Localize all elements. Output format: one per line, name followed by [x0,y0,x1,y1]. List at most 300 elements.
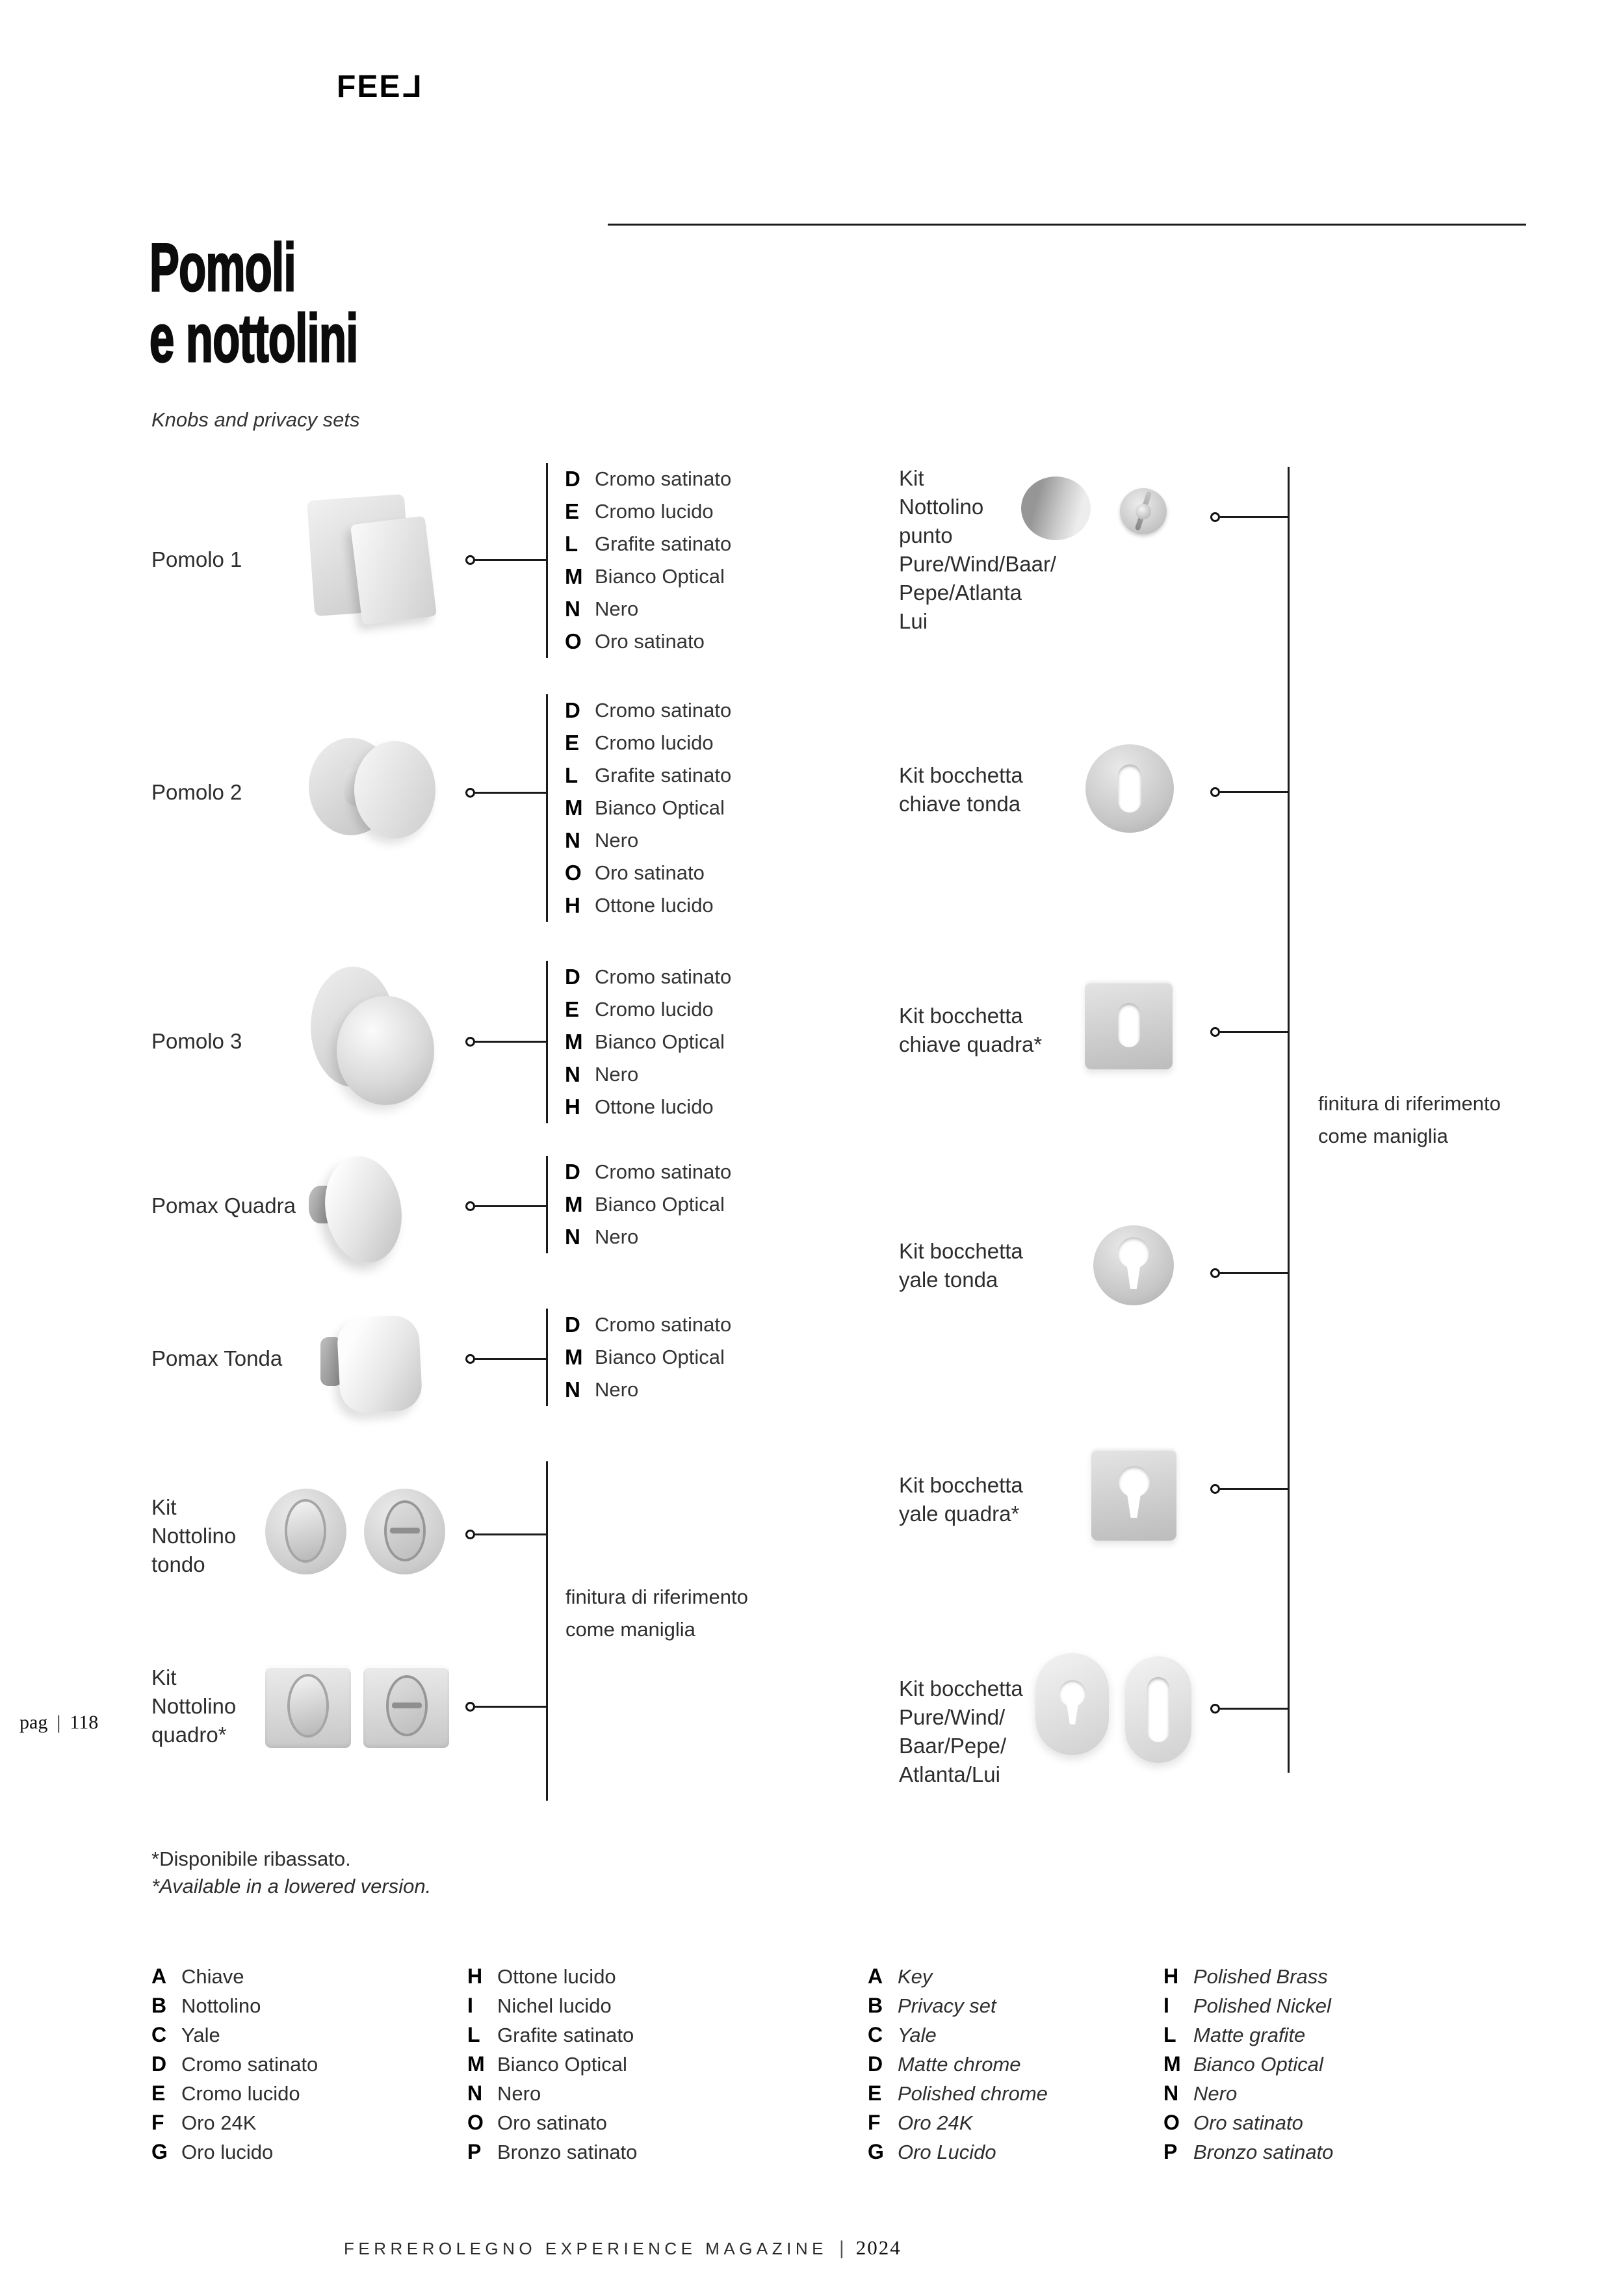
legend-code: M [1163,2052,1181,2076]
legend-row [467,2050,637,2079]
legend-row [1163,2108,1333,2137]
legend-label: Cromo satinato [181,2052,318,2076]
kit-bocchetta-chiave-tonda-leader-line [1220,791,1288,793]
bottom-left-rule [546,1461,548,1801]
legend-label: Bianco Optical [497,2052,627,2076]
finish-code: N [565,1377,580,1402]
finish-row [565,1026,731,1058]
pomolo-1-finish-list [565,463,731,658]
kit-nottolino-quadro-image [265,1665,450,1749]
label-line: tondo [151,1552,205,1576]
pomax-tonda-leader-line [475,1358,547,1360]
finish-row [565,694,731,727]
pomolo-2-image [309,731,435,842]
pomax-quadra-label [151,1192,296,1220]
legend-code: L [467,2023,480,2046]
finish-row [565,961,731,993]
legend-code: D [151,2052,167,2076]
label-line: Baar/Pepe/ [899,1734,1007,1758]
pomax-tonda-knob [336,1314,423,1414]
label-line: Nottolino [151,1694,237,1718]
legend-row [868,2020,1048,2050]
legend-label: Ottone lucido [497,1964,616,1988]
pomolo-3-leader-line [475,1041,547,1043]
kit-bocchetta-yale-quadra-leader-dot [1210,1484,1220,1494]
page-subtitle: Knobs and privacy sets [151,408,360,431]
label-line: Pomolo 2 [151,780,242,804]
label-line: Kit [899,466,924,490]
legend-col-1 [151,1962,318,2167]
legend-row [151,2079,318,2108]
legend-label: Oro satinato [497,2111,607,2134]
cylinder-keyhole-icon [1119,1466,1150,1520]
kit-bocchetta-yale-quadra-image [1091,1448,1176,1541]
kit-nottolino-tondo-image [265,1489,447,1576]
kit-nottolino-tondo-label [151,1493,236,1579]
release-slot [390,1528,420,1533]
legend-label: Oro Lucido [898,2140,996,2163]
legend-label: Bronzo satinato [1193,2140,1334,2163]
pomolo-3-finish-rule [546,961,548,1123]
legend-col-2 [467,1962,637,2167]
legend-row [151,2108,318,2137]
legend-label: Chiave [181,1964,244,1988]
kit-nottolino-punto-image [1021,476,1171,541]
finish-row [565,560,731,593]
label-line: Pepe/Atlanta [899,581,1022,605]
kit-bocchetta-yale-tonda-leader-dot [1210,1268,1220,1278]
legend-row [151,2020,318,2050]
finish-code: M [565,1345,583,1369]
pomolo-2-knob-face [354,741,435,839]
kit-bocchetta-yale-quadra-leader-line [1220,1488,1288,1490]
finish-label: Nero [595,1378,639,1401]
legend-row [868,1962,1048,1991]
legend-row [151,2137,318,2167]
legend-row [1163,2050,1333,2079]
note-line: finitura di riferimento [1318,1092,1501,1115]
finish-code: M [565,564,583,588]
label-line: Pomax Tonda [151,1346,283,1370]
legend-row [467,2108,637,2137]
legend-col-4-english [1163,1962,1333,2167]
page-footer [344,2236,902,2260]
pomax-quadra-leader-dot [465,1201,475,1211]
label-line: Pomolo 1 [151,547,242,571]
privacy-rose-release [364,1489,445,1574]
finish-label: Bianco Optical [595,796,725,819]
finish-label: Ottone lucido [595,1095,714,1118]
pomolo-1-finish-rule [546,463,548,658]
keyhole-stem [1126,1263,1141,1289]
finish-code: E [565,997,580,1021]
finish-row [565,1374,731,1406]
legend-label: Nottolino [181,1994,261,2017]
pomolo-1-leader-line [475,559,547,561]
finish-row [565,495,731,528]
finish-code: D [565,698,580,722]
top-rule [608,224,1526,226]
note-line: come maniglia [565,1618,695,1641]
label-line: Pure/Wind/ [899,1705,1006,1729]
finish-reference-note-right [1318,1088,1501,1153]
finish-row [565,993,731,1026]
legend-code: C [868,2023,883,2046]
finish-label: Oro satinato [595,630,705,653]
kit-bocchetta-yale-tonda-label [899,1237,1023,1294]
label-line: Nottolino [151,1524,237,1548]
pomolo-3-leader-dot [465,1037,475,1047]
pomax-quadra-image [309,1155,403,1265]
kit-bocchetta-pure-wind-leader-dot [1210,1704,1220,1714]
label-line: quadro* [151,1723,227,1747]
legend-code: F [151,2111,164,2134]
footer-magazine-title: FERREROLEGNO EXPERIENCE MAGAZINE [344,2239,827,2258]
kit-nottolino-tondo-leader-line [475,1533,547,1535]
finish-row [565,463,731,495]
note-line: finitura di riferimento [565,1585,748,1608]
label-line: Kit bocchetta [899,1676,1023,1701]
finish-code: D [565,965,580,989]
kit-bocchetta-chiave-quadra-label [899,1002,1042,1059]
thumbturn-knob [287,1502,324,1560]
finish-row [565,889,731,922]
label-line: Kit bocchetta [899,1473,1023,1497]
page-marker [19,1712,98,1734]
label-line: Kit bocchetta [899,1239,1023,1263]
pomolo-3-label [151,1027,242,1056]
legend-row [151,1962,318,1991]
finish-label: Grafite satinato [595,764,732,787]
finish-label: Nero [595,597,639,620]
finish-label: Bianco Optical [595,1193,725,1216]
finish-label: Nero [595,1063,639,1086]
punto-disc [1120,488,1167,534]
finish-label: Nero [595,1225,639,1248]
pomolo-1-image [311,491,454,621]
brand-logo-mirrored-l: L [401,70,422,104]
legend-label: Oro 24K [898,2111,973,2134]
legend-row [1163,2079,1333,2108]
kit-bocchetta-pure-wind-leader-line [1220,1708,1288,1710]
page-title-line-2: e nottolini [149,301,358,376]
finish-row [565,1309,731,1341]
finish-code: E [565,731,580,755]
legend-row [467,2137,637,2167]
legend-row [868,2079,1048,2108]
legend-row [151,2050,318,2079]
legend-label: Polished Nickel [1193,1994,1331,2017]
kit-nottolino-tondo-leader-dot [465,1530,475,1539]
legend-label: Nero [1193,2081,1238,2105]
legend-label: Cromo lucido [181,2081,300,2105]
finish-label: Oro satinato [595,861,705,884]
finish-label: Ottone lucido [595,894,714,917]
legend-row [868,2137,1048,2167]
legend-code: N [1163,2081,1179,2105]
legend-code: B [151,1994,167,2017]
page-title-line-1: Pomoli [149,230,296,306]
footnote-italian: *Disponibile ribassato. [151,1847,351,1870]
oval-escutcheon-cylinder [1035,1653,1109,1755]
finish-row [565,528,731,560]
finish-label: Cromo satinato [595,965,732,988]
legend-label: Matte grafite [1193,2023,1306,2046]
legend-row [151,1991,318,2020]
pomax-quadra-knob [317,1150,410,1269]
page-marker-separator: | [57,1712,61,1733]
keyhole-icon [1118,764,1141,813]
keyhole-icon [1147,1677,1169,1742]
kit-bocchetta-pure-wind-image [1035,1653,1191,1764]
legend-code: E [151,2081,166,2105]
finish-code: M [565,1192,583,1216]
kit-bocchetta-chiave-quadra-leader-line [1220,1031,1288,1033]
legend-label: Bianco Optical [1193,2052,1323,2076]
legend-code: P [1163,2140,1178,2163]
pomax-tonda-finish-list [565,1309,731,1406]
finish-row [565,593,731,625]
finish-label: Cromo satinato [595,699,732,722]
finish-code: D [565,1312,580,1337]
label-line: Kit [151,1495,177,1519]
finish-code: M [565,796,583,820]
finish-code: N [565,1225,580,1249]
pomax-tonda-image [320,1316,424,1414]
label-line: Pomax Quadra [151,1194,296,1218]
pomolo-2-finish-rule [546,694,548,922]
finish-code: D [565,467,580,491]
brand-logo-text: FEE [337,70,402,104]
brand-logo [337,69,422,105]
legend-label: Oro 24K [181,2111,257,2134]
legend-label: Yale [898,2023,937,2046]
coin-release [387,1503,423,1559]
kit-bocchetta-chiave-tonda-label [899,761,1023,818]
finish-row [565,1058,731,1091]
label-line: chiave tonda [899,792,1021,816]
legend-row [467,2079,637,2108]
kit-bocchetta-chiave-tonda-image [1085,744,1174,833]
legend-row [467,1962,637,1991]
finish-row [565,1188,731,1221]
finish-label: Nero [595,829,639,852]
pomolo-2-leader-line [475,792,547,794]
label-line: Pure/Wind/Baar/ [899,552,1057,576]
finish-row [565,1156,731,1188]
legend-code: A [868,1964,883,1988]
footer-separator: | [838,2237,844,2259]
legend-label: Grafite satinato [497,2023,634,2046]
right-rule [1288,467,1290,1773]
kit-bocchetta-chiave-quadra-image [1085,980,1173,1069]
pomax-tonda-finish-rule [546,1309,548,1406]
finish-code: D [565,1160,580,1184]
finish-code: N [565,828,580,852]
page-marker-number: 118 [70,1712,99,1733]
note-line: come maniglia [1318,1125,1448,1147]
label-line: yale quadra* [899,1502,1020,1526]
legend-code: N [467,2081,483,2105]
finish-code: O [565,861,582,885]
legend-code: L [1163,2023,1176,2046]
keyhole-stem [1127,1492,1141,1518]
cylinder-keyhole-icon [1059,1680,1085,1726]
finish-label: Bianco Optical [595,1346,725,1368]
legend-label: Nichel lucido [497,1994,612,2017]
legend-code: G [151,2140,168,2163]
legend-row [467,2020,637,2050]
kit-bocchetta-yale-tonda-image [1093,1225,1174,1305]
legend-row [868,1991,1048,2020]
legend-row [467,1991,637,2020]
footnote-english: *Available in a lowered version. [151,1875,432,1898]
legend-code: P [467,2140,482,2163]
legend-row [1163,2020,1333,2050]
finish-row [565,1221,731,1253]
label-line: Nottolino [899,495,984,519]
privacy-plate-release [363,1665,449,1748]
page-marker-label: pag [19,1712,48,1733]
footer-year: 2024 [855,2236,902,2259]
legend-code: D [868,2052,883,2076]
coin-release [389,1678,425,1734]
legend-row [1163,1991,1333,2020]
label-line: Lui [899,609,928,633]
kit-nottolino-punto-leader-line [1220,516,1288,518]
label-line: chiave quadra* [899,1032,1043,1056]
legend-row [868,2108,1048,2137]
privacy-rose-thumbturn [265,1489,346,1574]
finish-code: L [565,532,578,556]
pomax-quadra-finish-list [565,1156,731,1253]
finish-label: Cromo lucido [595,731,714,754]
pomolo-1-leader-dot [465,555,475,565]
legend-code: C [151,2023,167,2046]
kit-nottolino-quadro-leader-line [475,1706,547,1708]
pomax-tonda-label [151,1344,282,1373]
legend-code: G [868,2140,884,2163]
label-line: Kit bocchetta [899,1004,1023,1028]
finish-row [565,625,731,658]
legend-label: Polished Brass [1193,1964,1328,1988]
release-slot [392,1702,422,1708]
punto-cylinder [1021,476,1091,540]
oval-escutcheon-key [1125,1656,1191,1763]
legend-code: F [868,2111,881,2134]
legend-label: Key [898,1964,933,1988]
finish-code: H [565,1095,580,1119]
pomax-tonda-leader-dot [465,1354,475,1364]
keyhole-stem [1066,1702,1078,1724]
page-title [149,230,465,376]
finish-row [565,792,731,824]
finish-label: Cromo lucido [595,500,714,523]
finish-reference-note-left [565,1581,748,1646]
pomolo-2-leader-dot [465,788,475,798]
legend-code: I [1163,1994,1169,2017]
cylinder-keyhole-icon [1118,1237,1149,1292]
kit-bocchetta-chiave-tonda-leader-dot [1210,787,1220,797]
punto-dome [1136,504,1151,519]
finish-label: Cromo satinato [595,1313,732,1336]
finish-label: Cromo satinato [595,1160,732,1183]
legend-code: E [868,2081,882,2105]
pomolo-3-finish-list [565,961,731,1123]
kit-bocchetta-pure-wind-label [899,1675,1023,1789]
legend-label: Oro satinato [1193,2111,1303,2134]
finish-row [565,824,731,857]
finish-code: N [565,1062,580,1086]
legend-code: O [467,2111,484,2134]
finish-label: Bianco Optical [595,565,725,588]
legend-row [1163,1962,1333,1991]
legend-code: A [151,1964,167,1988]
pomax-quadra-leader-line [475,1205,547,1207]
legend-label: Privacy set [898,1994,996,2017]
legend-code: O [1163,2111,1180,2134]
legend-code: B [868,1994,883,2017]
finish-code: L [565,763,578,787]
legend-label: Matte chrome [898,2052,1021,2076]
legend-col-3-english [868,1962,1048,2167]
finish-code: N [565,597,580,621]
pomolo-2-finish-list [565,694,731,922]
privacy-plate-thumbturn [265,1665,351,1748]
legend-code: H [467,1964,483,1988]
legend-label: Bronzo satinato [497,2140,638,2163]
legend-label: Oro lucido [181,2140,274,2163]
finish-label: Grafite satinato [595,532,732,555]
keyhole-icon [1118,1003,1140,1047]
finish-code: M [565,1030,583,1054]
legend-label: Polished chrome [898,2081,1048,2105]
label-line: Pomolo 3 [151,1029,242,1053]
legend-row [868,2050,1048,2079]
kit-bocchetta-yale-quadra-label [899,1471,1023,1528]
finish-code: O [565,629,582,653]
finish-row [565,1091,731,1123]
legend-label: Yale [181,2023,220,2046]
pomolo-1-knob-face [350,516,437,625]
finish-row [565,857,731,889]
finish-label: Bianco Optical [595,1030,725,1053]
kit-nottolino-punto-leader-dot [1210,512,1220,522]
pomax-quadra-finish-rule [546,1156,548,1253]
label-line: yale tonda [899,1268,998,1292]
kit-bocchetta-chiave-quadra-leader-dot [1210,1027,1220,1037]
legend-code: I [467,1994,473,2017]
pomolo-2-label [151,778,242,807]
legend-row [1163,2137,1333,2167]
finish-label: Cromo satinato [595,467,732,490]
kit-nottolino-quadro-leader-dot [465,1702,475,1712]
thumbturn-knob [290,1676,326,1735]
label-line: Atlanta/Lui [899,1762,1000,1786]
legend-label: Nero [497,2081,541,2105]
legend-code: M [467,2052,485,2076]
pomolo-3-knob [337,996,434,1105]
label-line: punto [899,523,953,547]
finish-code: E [565,499,580,523]
kit-nottolino-quadro-label [151,1663,236,1749]
legend-code: H [1163,1964,1179,1988]
pomolo-1-label [151,545,242,574]
pomolo-3-image [311,967,435,1111]
label-line: Kit bocchetta [899,763,1023,787]
finish-code: H [565,893,580,917]
finish-label: Cromo lucido [595,998,714,1021]
